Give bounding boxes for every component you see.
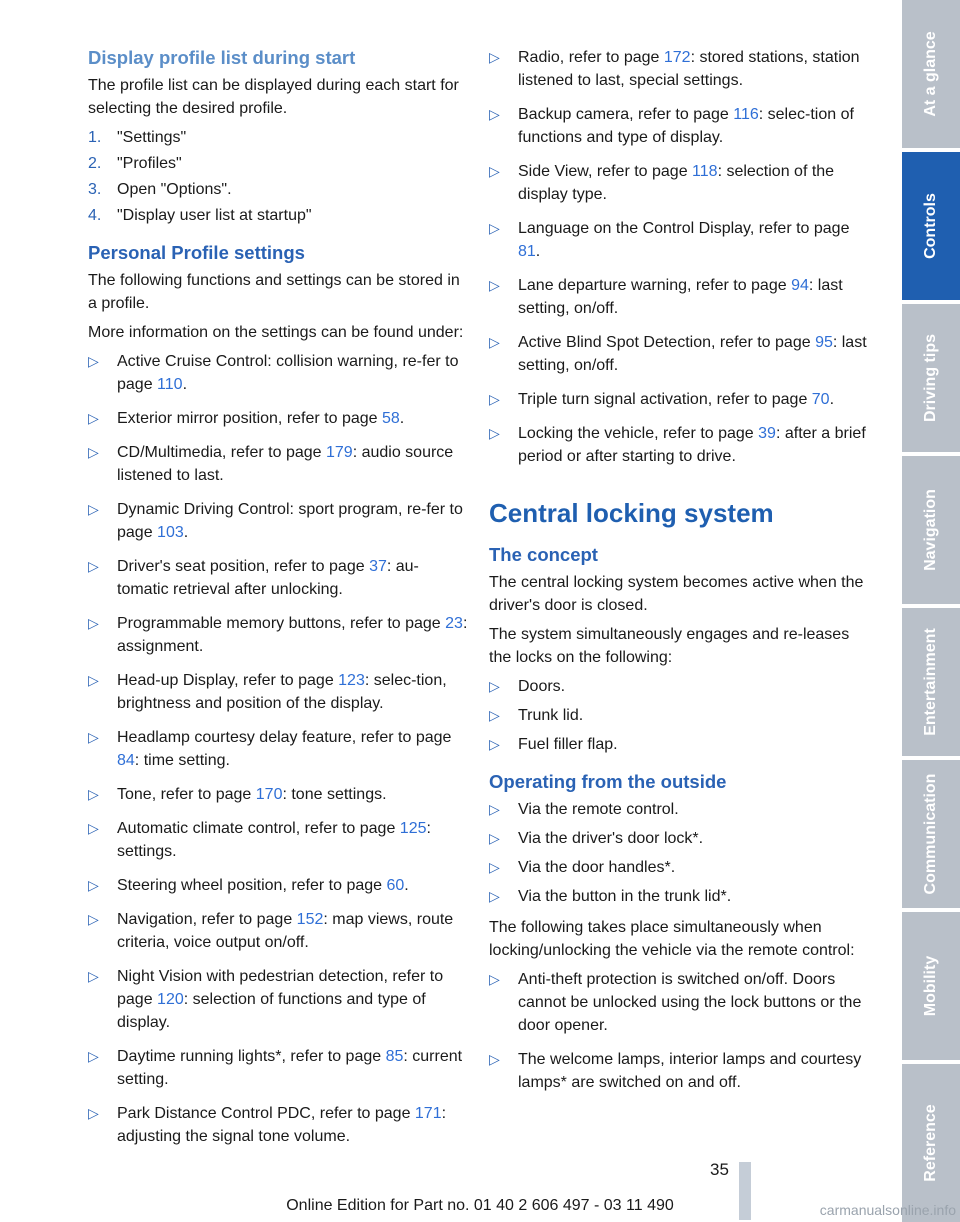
- bullet-triangle-icon: ▷: [489, 391, 500, 407]
- step-item: [88, 126, 468, 149]
- list-item: [88, 874, 468, 897]
- watermark: carmanualsonline.info: [819, 1202, 956, 1218]
- heading-personal-profile-settings: Personal Profile settings: [88, 242, 305, 263]
- list-item-text: CD/Multimedia, refer to page 179: audio source listened to last.: [117, 444, 454, 484]
- list-item-text: Night Vision with pedestrian detection, refer to page 120: selection of functions and type of display.: [117, 968, 444, 1031]
- list-item: [88, 498, 468, 544]
- list-item: [88, 908, 468, 954]
- list-item: [489, 968, 869, 1037]
- list-item: [489, 704, 869, 727]
- list-item: [489, 675, 869, 698]
- list-item: [88, 669, 468, 715]
- profile-paragraph-1: The following functions and settings can be stored in a profile.: [88, 272, 460, 312]
- list-item: [489, 798, 869, 821]
- list-item-text: Active Blind Spot Detection, refer to page 95: last setting, on/off.: [518, 334, 867, 374]
- list-item: [489, 388, 869, 411]
- outside-paragraph: The following takes place simultaneously when locking/unlocking the vehicle via the remote control:: [489, 919, 855, 959]
- step-text: Open "Options".: [117, 181, 232, 198]
- outside-methods-list: [489, 798, 869, 908]
- page-reference-link[interactable]: 172: [663, 49, 691, 66]
- tab-entertainment[interactable]: [902, 608, 960, 756]
- list-item: [489, 103, 869, 149]
- bullet-triangle-icon: ▷: [489, 971, 500, 987]
- heading-display-profile-list: Display profile list during start: [88, 47, 356, 68]
- list-item-text: Driver's seat position, refer to page 37: au-tomatic retrieval after unlocking.: [117, 558, 419, 598]
- list-item-text: Side View, refer to page 118: selection of the display type.: [518, 163, 835, 203]
- step-item: [88, 204, 468, 227]
- page-reference-link[interactable]: 81: [518, 243, 536, 260]
- step-number: 2.: [88, 155, 102, 172]
- list-item-text: Triple turn signal activation, refer to page 70.: [518, 391, 835, 408]
- bullet-triangle-icon: ▷: [489, 106, 500, 122]
- bullet-triangle-icon: ▷: [88, 501, 99, 517]
- list-item: [489, 856, 869, 879]
- list-item-text: Active Cruise Control: collision warning, re-fer to page 110.: [117, 353, 459, 393]
- page-reference-link[interactable]: 60: [386, 877, 405, 894]
- bullet-triangle-icon: ▷: [489, 425, 500, 441]
- page-reference-link[interactable]: 171: [414, 1105, 442, 1122]
- page-reference-link[interactable]: 110: [157, 376, 183, 393]
- bullet-triangle-icon: ▷: [88, 786, 99, 802]
- list-item-text: Headlamp courtesy delay feature, refer to page 84: time setting.: [117, 729, 452, 769]
- page-reference-link[interactable]: 85: [385, 1048, 404, 1065]
- tab-label: Mobility: [922, 955, 939, 1017]
- list-item-text: Via the driver's door lock*.: [518, 830, 704, 847]
- bullet-triangle-icon: ▷: [489, 49, 500, 65]
- profile-paragraph-2: More information on the settings can be found under:: [88, 324, 464, 341]
- page-reference-link[interactable]: 95: [815, 334, 833, 351]
- page-number: 35: [710, 1160, 729, 1179]
- simultaneous-actions-list: [489, 968, 869, 1094]
- page-reference-link[interactable]: 125: [399, 820, 427, 837]
- bullet-triangle-icon: ▷: [489, 801, 500, 817]
- bullet-triangle-icon: ▷: [88, 672, 99, 688]
- bullet-triangle-icon: ▷: [489, 334, 500, 350]
- bullet-triangle-icon: ▷: [489, 830, 500, 846]
- list-item-text: Fuel filler flap.: [518, 736, 618, 753]
- step-item: [88, 178, 468, 201]
- page-reference-link[interactable]: 23: [445, 615, 463, 632]
- list-item: [88, 612, 468, 658]
- bullet-triangle-icon: ▷: [88, 410, 99, 426]
- tab-controls[interactable]: [902, 152, 960, 300]
- page-reference-link[interactable]: 94: [791, 277, 809, 294]
- page-reference-link[interactable]: 37: [369, 558, 387, 575]
- bullet-triangle-icon: ▷: [88, 558, 99, 574]
- list-item-text: Park Distance Control PDC, refer to page 171: adjusting the signal tone volume.: [117, 1105, 447, 1145]
- tab-communication[interactable]: [902, 760, 960, 908]
- concept-paragraph-2: The system simultaneously engages and re-leases the locks on the following:: [489, 626, 850, 666]
- page-reference-link[interactable]: 120: [157, 991, 184, 1008]
- list-item: [88, 965, 468, 1034]
- list-item-text: Anti-theft protection is switched on/off. Doors cannot be unlocked using the lock buttons or the door opener.: [518, 971, 862, 1034]
- bullet-triangle-icon: ▷: [88, 820, 99, 836]
- tab-driving-tips[interactable]: [902, 304, 960, 452]
- bullet-triangle-icon: ▷: [88, 444, 99, 460]
- tab-label: Controls: [922, 193, 939, 259]
- heading-operating-from-outside: Operating from the outside: [489, 771, 727, 792]
- list-item-text: Trunk lid.: [518, 707, 584, 724]
- page-reference-link[interactable]: 58: [382, 410, 400, 427]
- step-text: "Profiles": [117, 155, 182, 172]
- list-item: [489, 217, 869, 263]
- footer-text: Online Edition for Part no. 01 40 2 606 497 - 03 11 490: [286, 1197, 674, 1214]
- list-item-text: Via the remote control.: [518, 801, 679, 818]
- bullet-triangle-icon: ▷: [489, 859, 500, 875]
- bullet-triangle-icon: ▷: [489, 707, 500, 723]
- bullet-triangle-icon: ▷: [489, 277, 500, 293]
- step-number: 3.: [88, 181, 102, 198]
- bullet-triangle-icon: ▷: [88, 353, 99, 369]
- list-item-text: Steering wheel position, refer to page 60.: [117, 877, 409, 894]
- list-item: [489, 733, 869, 756]
- bullet-triangle-icon: ▷: [88, 1105, 99, 1121]
- list-item: [88, 817, 468, 863]
- list-item-text: Navigation, refer to page 152: map views, route criteria, voice output on/off.: [117, 911, 454, 951]
- steps-list: [88, 126, 468, 227]
- page-reference-link[interactable]: 123: [338, 672, 365, 689]
- intro-paragraph: The profile list can be displayed during each start for selecting the desired profile.: [88, 77, 459, 117]
- list-item: [88, 783, 468, 806]
- list-item: [489, 274, 869, 320]
- list-item: [88, 1102, 468, 1148]
- page-reference-link[interactable]: 84: [117, 752, 135, 769]
- list-item-text: The welcome lamps, interior lamps and courtesy lamps* are switched on and off.: [518, 1051, 862, 1091]
- list-item-text: Lane departure warning, refer to page 94: last setting, on/off.: [518, 277, 843, 317]
- list-item-text: Language on the Control Display, refer to page 81.: [518, 220, 850, 260]
- list-item-text: Doors.: [518, 678, 566, 695]
- page-reference-link[interactable]: 39: [758, 425, 776, 442]
- bullet-triangle-icon: ▷: [88, 877, 99, 893]
- page-reference-link[interactable]: 152: [296, 911, 324, 928]
- step-text: "Display user list at startup": [117, 207, 312, 224]
- page-reference-link[interactable]: 170: [255, 786, 283, 803]
- list-item: [489, 46, 869, 92]
- list-item: [489, 1048, 869, 1094]
- tab-mobility[interactable]: [902, 912, 960, 1060]
- list-item-text: Tone, refer to page 170: tone settings.: [117, 786, 387, 803]
- list-item: [489, 160, 869, 206]
- list-item: [489, 422, 869, 468]
- bullet-triangle-icon: ▷: [489, 888, 500, 904]
- heading-the-concept: The concept: [489, 544, 598, 565]
- list-item-text: Dynamic Driving Control: sport program, re-fer to page 103.: [117, 501, 463, 541]
- page-reference-link[interactable]: 118: [692, 163, 718, 180]
- list-item-text: Backup camera, refer to page 116: selec-tion of functions and type of display.: [518, 106, 854, 146]
- bullet-triangle-icon: ▷: [489, 220, 500, 236]
- list-item-text: Exterior mirror position, refer to page 58.: [117, 410, 405, 427]
- lock-targets-list: [489, 675, 869, 756]
- list-item: [88, 441, 468, 487]
- bullet-triangle-icon: ▷: [489, 678, 500, 694]
- tab-at-a-glance[interactable]: [902, 0, 960, 148]
- list-item-text: Automatic climate control, refer to page 125: settings.: [117, 820, 431, 860]
- bullet-triangle-icon: ▷: [489, 1051, 500, 1067]
- list-item-text: Locking the vehicle, refer to page 39: after a brief period or after starting to drive.: [518, 425, 866, 465]
- bullet-triangle-icon: ▷: [88, 1048, 99, 1064]
- page-reference-link[interactable]: 116: [733, 106, 759, 123]
- list-item-text: Via the button in the trunk lid*.: [518, 888, 732, 905]
- left-column: [88, 46, 468, 1159]
- page-reference-link[interactable]: 103: [157, 524, 184, 541]
- tab-label: Navigation: [922, 489, 939, 571]
- tab-label: Entertainment: [922, 628, 939, 736]
- bullet-triangle-icon: ▷: [489, 736, 500, 752]
- list-item: [88, 726, 468, 772]
- page-reference-link[interactable]: 70: [811, 391, 830, 408]
- bullet-triangle-icon: ▷: [88, 729, 99, 745]
- bullet-triangle-icon: ▷: [88, 911, 99, 927]
- right-column: [489, 46, 869, 1105]
- list-item: [489, 885, 869, 908]
- tab-label: Communication: [922, 773, 939, 895]
- list-item: [88, 407, 468, 430]
- list-item-text: Via the door handles*.: [518, 859, 676, 876]
- tab-label: Driving tips: [922, 333, 939, 423]
- list-item-text: Programmable memory buttons, refer to page 23: assignment.: [117, 615, 468, 655]
- concept-paragraph-1: The central locking system becomes active when the driver's door is closed.: [489, 574, 864, 614]
- bullet-triangle-icon: ▷: [88, 968, 99, 984]
- list-item-text: Radio, refer to page 172: stored stations, station listened to last, special settings.: [518, 49, 860, 89]
- list-item: [88, 350, 468, 396]
- heading-central-locking-system: Central locking system: [489, 498, 774, 528]
- bullet-triangle-icon: ▷: [88, 615, 99, 631]
- page-reference-link[interactable]: 179: [325, 444, 353, 461]
- list-item: [489, 331, 869, 377]
- step-text: "Settings": [117, 129, 187, 146]
- tab-label: At a glance: [922, 31, 939, 117]
- step-number: 4.: [88, 207, 102, 224]
- list-item: [88, 555, 468, 601]
- list-item: [88, 1045, 468, 1091]
- step-number: 1.: [88, 129, 102, 146]
- tab-label: Reference: [922, 1104, 939, 1182]
- list-item: [489, 827, 869, 850]
- bullet-triangle-icon: ▷: [489, 163, 500, 179]
- list-item-text: Daytime running lights*, refer to page 85: current setting.: [117, 1048, 463, 1088]
- profile-settings-list: [88, 350, 468, 1148]
- step-item: [88, 152, 468, 175]
- tab-navigation[interactable]: [902, 456, 960, 604]
- profile-settings-list-continued: [489, 46, 869, 468]
- list-item-text: Head-up Display, refer to page 123: selec-tion, brightness and position of the display.: [117, 672, 447, 712]
- chapter-sidebar: [902, 0, 960, 1222]
